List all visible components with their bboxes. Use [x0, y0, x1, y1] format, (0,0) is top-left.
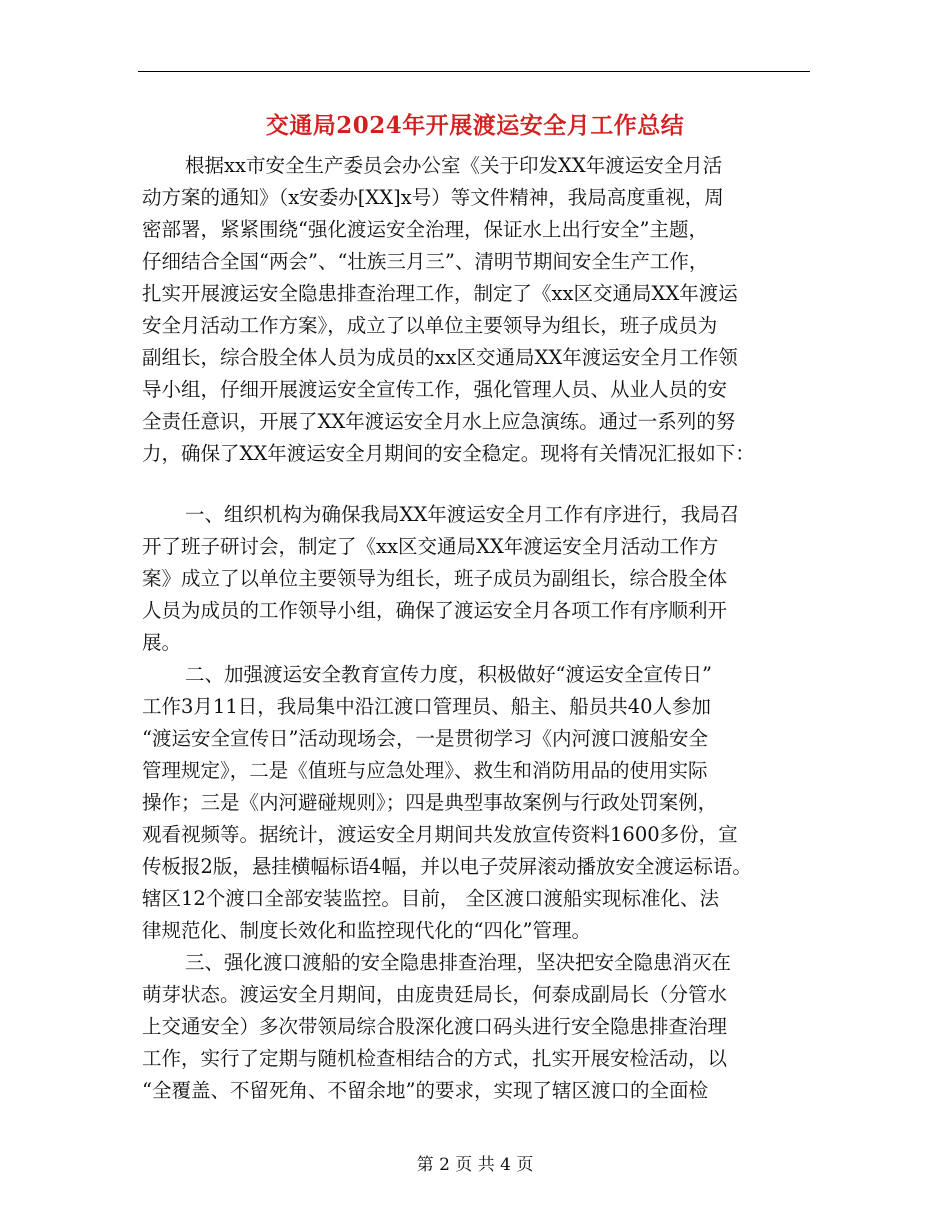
document-title: 交通局2024年开展渡运安全月工作总结 [265, 112, 685, 139]
paragraph-section-3 [142, 947, 832, 1107]
text-line: 一、组织机构为确保我局XX年渡运安全月工作有序进行，我局召 [185, 503, 740, 526]
text-line: 工作3月11日，我局集中沿江渡口管理员、船主、船员共40人参加 [142, 695, 712, 718]
text-line: “全覆盖、不留死角、不留余地”的要求，实现了辖区渡口的全面检 [142, 1079, 708, 1102]
paragraph-spacer [142, 470, 832, 499]
text-line: 案》成立了以单位主要领导为组长，班子成员为副组长，综合股全体 [142, 567, 728, 590]
text-line: 观看视频等。据统计，渡运安全月期间共发放宣传资料1600多份，宣 [142, 823, 738, 846]
text-line: 仔细结合全国“两会”、“壮族三月三”、清明节期间安全生产工作， [142, 250, 709, 273]
text-line: 三、强化渡口渡船的安全隐患排查治理，坚决把安全隐患消灭在 [185, 951, 732, 974]
text-line: 展。 [142, 631, 182, 654]
text-line: 导小组，仔细开展渡运安全宣传工作，强化管理人员、从业人员的安 [142, 378, 728, 401]
text-line: 力，确保了XX年渡运安全月期间的安全稳定。现将有关情况汇报如下： [142, 442, 755, 465]
text-line: 律规范化、制度长效化和监控现代化的“四化”管理。 [142, 919, 591, 942]
text-line: 密部署，紧紧围绕“强化渡运安全治理，保证水上出行安全”主题， [142, 218, 708, 241]
page-number: 第 2 页 共 4 页 [416, 1155, 534, 1175]
text-line: 辖区12个渡口全部安装监控。目前， 全区渡口渡船实现标准化、法 [142, 887, 720, 910]
text-line: 管理规定》，二是《值班与应急处理》、救生和消防用品的使用实际 [142, 759, 708, 782]
text-line: 根据xx市安全生产委员会办公室《关于印发XX年渡运安全月活 [185, 154, 723, 177]
text-line: 二、加强渡运安全教育宣传力度，积极做好“渡运安全宣传日” [185, 663, 712, 686]
paragraph-intro [142, 150, 832, 470]
text-line: 工作，实行了定期与随机检查相结合的方式，扎实开展安检活动，以 [142, 1047, 728, 1070]
header-rule [138, 71, 810, 72]
text-line: 人员为成员的工作领导小组，确保了渡运安全月各项工作有序顺利开 [142, 599, 728, 622]
text-line: 扎实开展渡运安全隐患排查治理工作，制定了《xx区交通局XX年渡运 [142, 282, 738, 305]
text-line: 萌芽状态。渡运安全月期间，由庞贵廷局长，何泰成副局长（分管水 [142, 983, 728, 1006]
text-line: 动方案的通知》（x安委办[XX]x号）等文件精神，我局高度重视，周 [142, 186, 724, 209]
text-line: 上交通安全）多次带领局综合股深化渡口码头进行安全隐患排查治理 [142, 1015, 728, 1038]
text-line: “渡运安全宣传日”活动现场会，一是贯彻学习《内河渡口渡船安全 [142, 727, 708, 750]
text-line: 开了班子研讨会，制定了《xx区交通局XX年渡运安全月活动工作方 [142, 535, 719, 558]
text-line: 全责任意识，开展了XX年渡运安全月水上应急演练。通过一系列的努 [142, 410, 736, 433]
text-line: 副组长，综合股全体人员为成员的xx区交通局XX年渡运安全月工作领 [142, 346, 738, 369]
paragraph-section-1 [142, 499, 832, 659]
paragraph-section-2 [142, 659, 832, 947]
text-line: 操作；三是《内河避碰规则》；四是典型事故案例与行政处罚案例， [142, 791, 718, 814]
text-line: 传板报2版，悬挂横幅标语4幅，并以电子荧屏滚动播放安全渡运标语。 [142, 855, 752, 878]
text-line: 安全月活动工作方案》，成立了以单位主要领导为组长，班子成员为 [142, 314, 718, 337]
document-body [142, 150, 832, 1107]
